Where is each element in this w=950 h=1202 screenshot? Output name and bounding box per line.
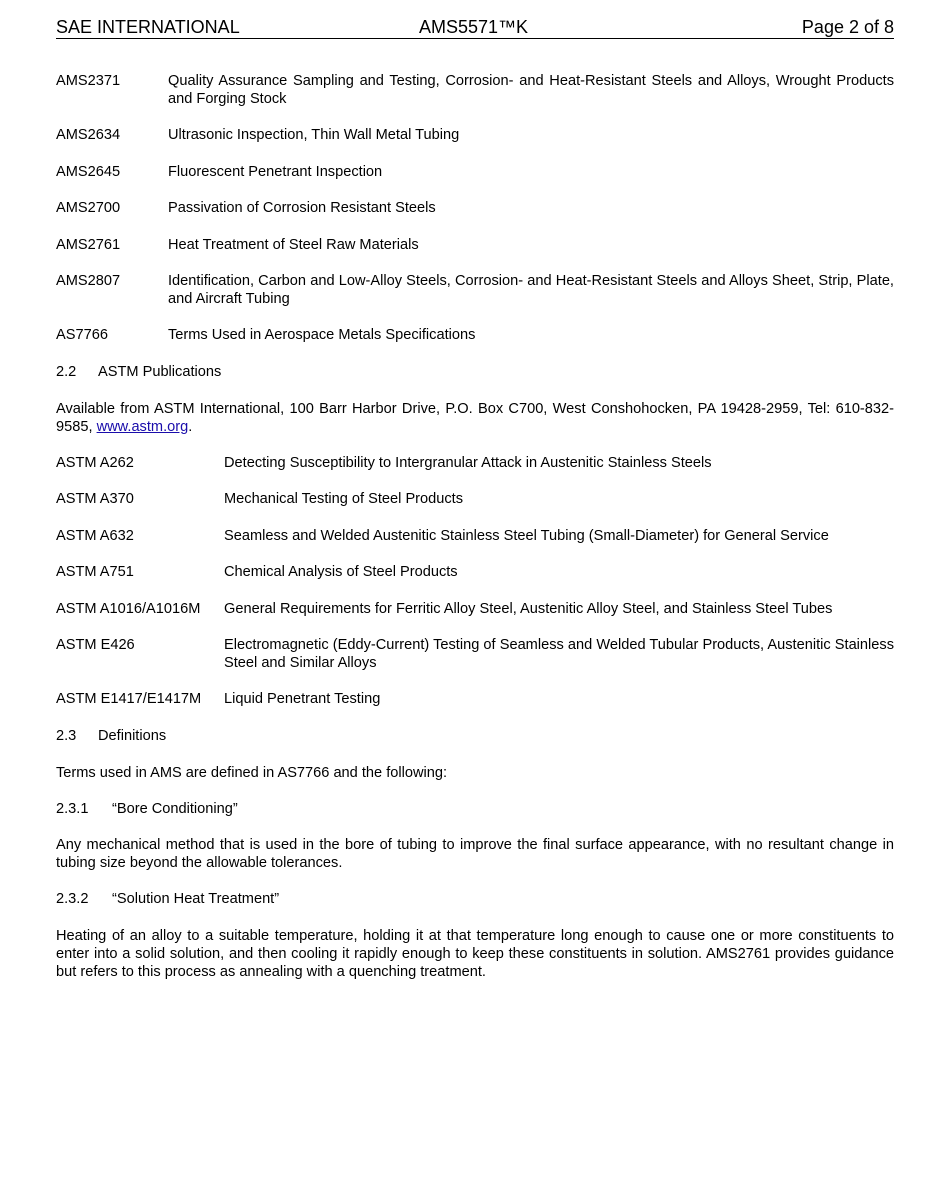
reference-code: AMS2761 <box>56 237 121 253</box>
reference-title: Electromagnetic (Eddy-Current) Testing of Seamless and Welded Tubular Products, Austenitic Stainless Steel and Similar Alloys <box>224 637 894 671</box>
section-number: 2.3 <box>56 728 77 744</box>
header-page-number: Page 2 of 8 <box>801 17 894 37</box>
reference-code: AMS2371 <box>56 73 121 89</box>
definitions-intro: Terms used in AMS are defined in AS7766 and the following: <box>56 765 448 781</box>
reference-title: General Requirements for Ferritic Alloy Steel, Austenitic Alloy Steel, and Stainless Steel Tubes <box>224 601 833 617</box>
bore-conditioning-definition: Any mechanical method that is used in the bore of tubing to improve the final surface appearance, with no resultant change in tubing size beyond the allowable tolerances. <box>56 837 894 871</box>
section-number: 2.3.2 <box>56 891 89 907</box>
reference-code: AS7766 <box>56 327 108 343</box>
reference-title: Passivation of Corrosion Resistant Steels <box>168 200 436 216</box>
availability-suffix: . <box>188 419 193 435</box>
reference-code: ASTM A370 <box>56 491 134 507</box>
reference-code: ASTM E1417/E1417M <box>56 691 202 707</box>
availability-text: Available from ASTM International, 100 Barr Harbor Drive, P.O. Box C700, West Conshohocken, PA 19428-2959, Tel: 610-832-9585, <box>56 401 894 435</box>
reference-code: ASTM A1016/A1016M <box>56 601 201 617</box>
reference-code: AMS2700 <box>56 200 121 216</box>
reference-title: Terms Used in Aerospace Metals Specifications <box>168 327 476 343</box>
reference-title: Mechanical Testing of Steel Products <box>224 491 464 507</box>
reference-code: ASTM E426 <box>56 637 135 653</box>
section-title: “Solution Heat Treatment” <box>112 891 280 907</box>
astm-availability-paragraph <box>56 400 894 436</box>
document-page <box>56 0 894 980</box>
reference-code: AMS2634 <box>56 127 121 143</box>
section-title: “Bore Conditioning” <box>112 801 238 817</box>
astm-website-link[interactable]: www.astm.org <box>96 419 189 435</box>
reference-title: Chemical Analysis of Steel Products <box>224 564 458 580</box>
page-header <box>56 0 894 39</box>
reference-code: AMS2645 <box>56 164 121 180</box>
reference-title: Ultrasonic Inspection, Thin Wall Metal Tubing <box>168 127 460 143</box>
reference-title: Heat Treatment of Steel Raw Materials <box>168 237 419 253</box>
section-title: Definitions <box>98 728 167 744</box>
section-number: 2.2 <box>56 364 77 380</box>
reference-code: ASTM A751 <box>56 564 134 580</box>
reference-title: Liquid Penetrant Testing <box>224 691 381 707</box>
header-doc-number: AMS5571™K <box>419 17 529 37</box>
solution-heat-treatment-definition: Heating of an alloy to a suitable temperature, holding it at that temperature long enough to cause one or more constituents to enter into a solid solution, and then cooling it rapidly enough to keep these constituents in solution. AMS2761 provides guidance but refers to this process as annealing with a quenching treatment. <box>56 928 894 980</box>
header-org: SAE INTERNATIONAL <box>56 17 240 37</box>
section-title: ASTM Publications <box>98 364 222 380</box>
section-number: 2.3.1 <box>56 801 89 817</box>
reference-code: ASTM A262 <box>56 455 134 471</box>
reference-title: Fluorescent Penetrant Inspection <box>168 164 383 180</box>
reference-title: Identification, Carbon and Low-Alloy Steels, Corrosion- and Heat-Resistant Steels and Alloys Sheet, Strip, Plate, and Aircraft Tubing <box>168 273 894 307</box>
reference-code: ASTM A632 <box>56 528 134 544</box>
reference-title: Seamless and Welded Austenitic Stainless Steel Tubing (Small-Diameter) for General Service <box>224 528 829 544</box>
reference-title: Detecting Susceptibility to Intergranular Attack in Austenitic Stainless Steels <box>224 455 712 471</box>
reference-code: AMS2807 <box>56 273 121 289</box>
reference-title: Quality Assurance Sampling and Testing, Corrosion- and Heat-Resistant Steels and Alloys, Wrought Products and Forging Stock <box>168 73 894 107</box>
